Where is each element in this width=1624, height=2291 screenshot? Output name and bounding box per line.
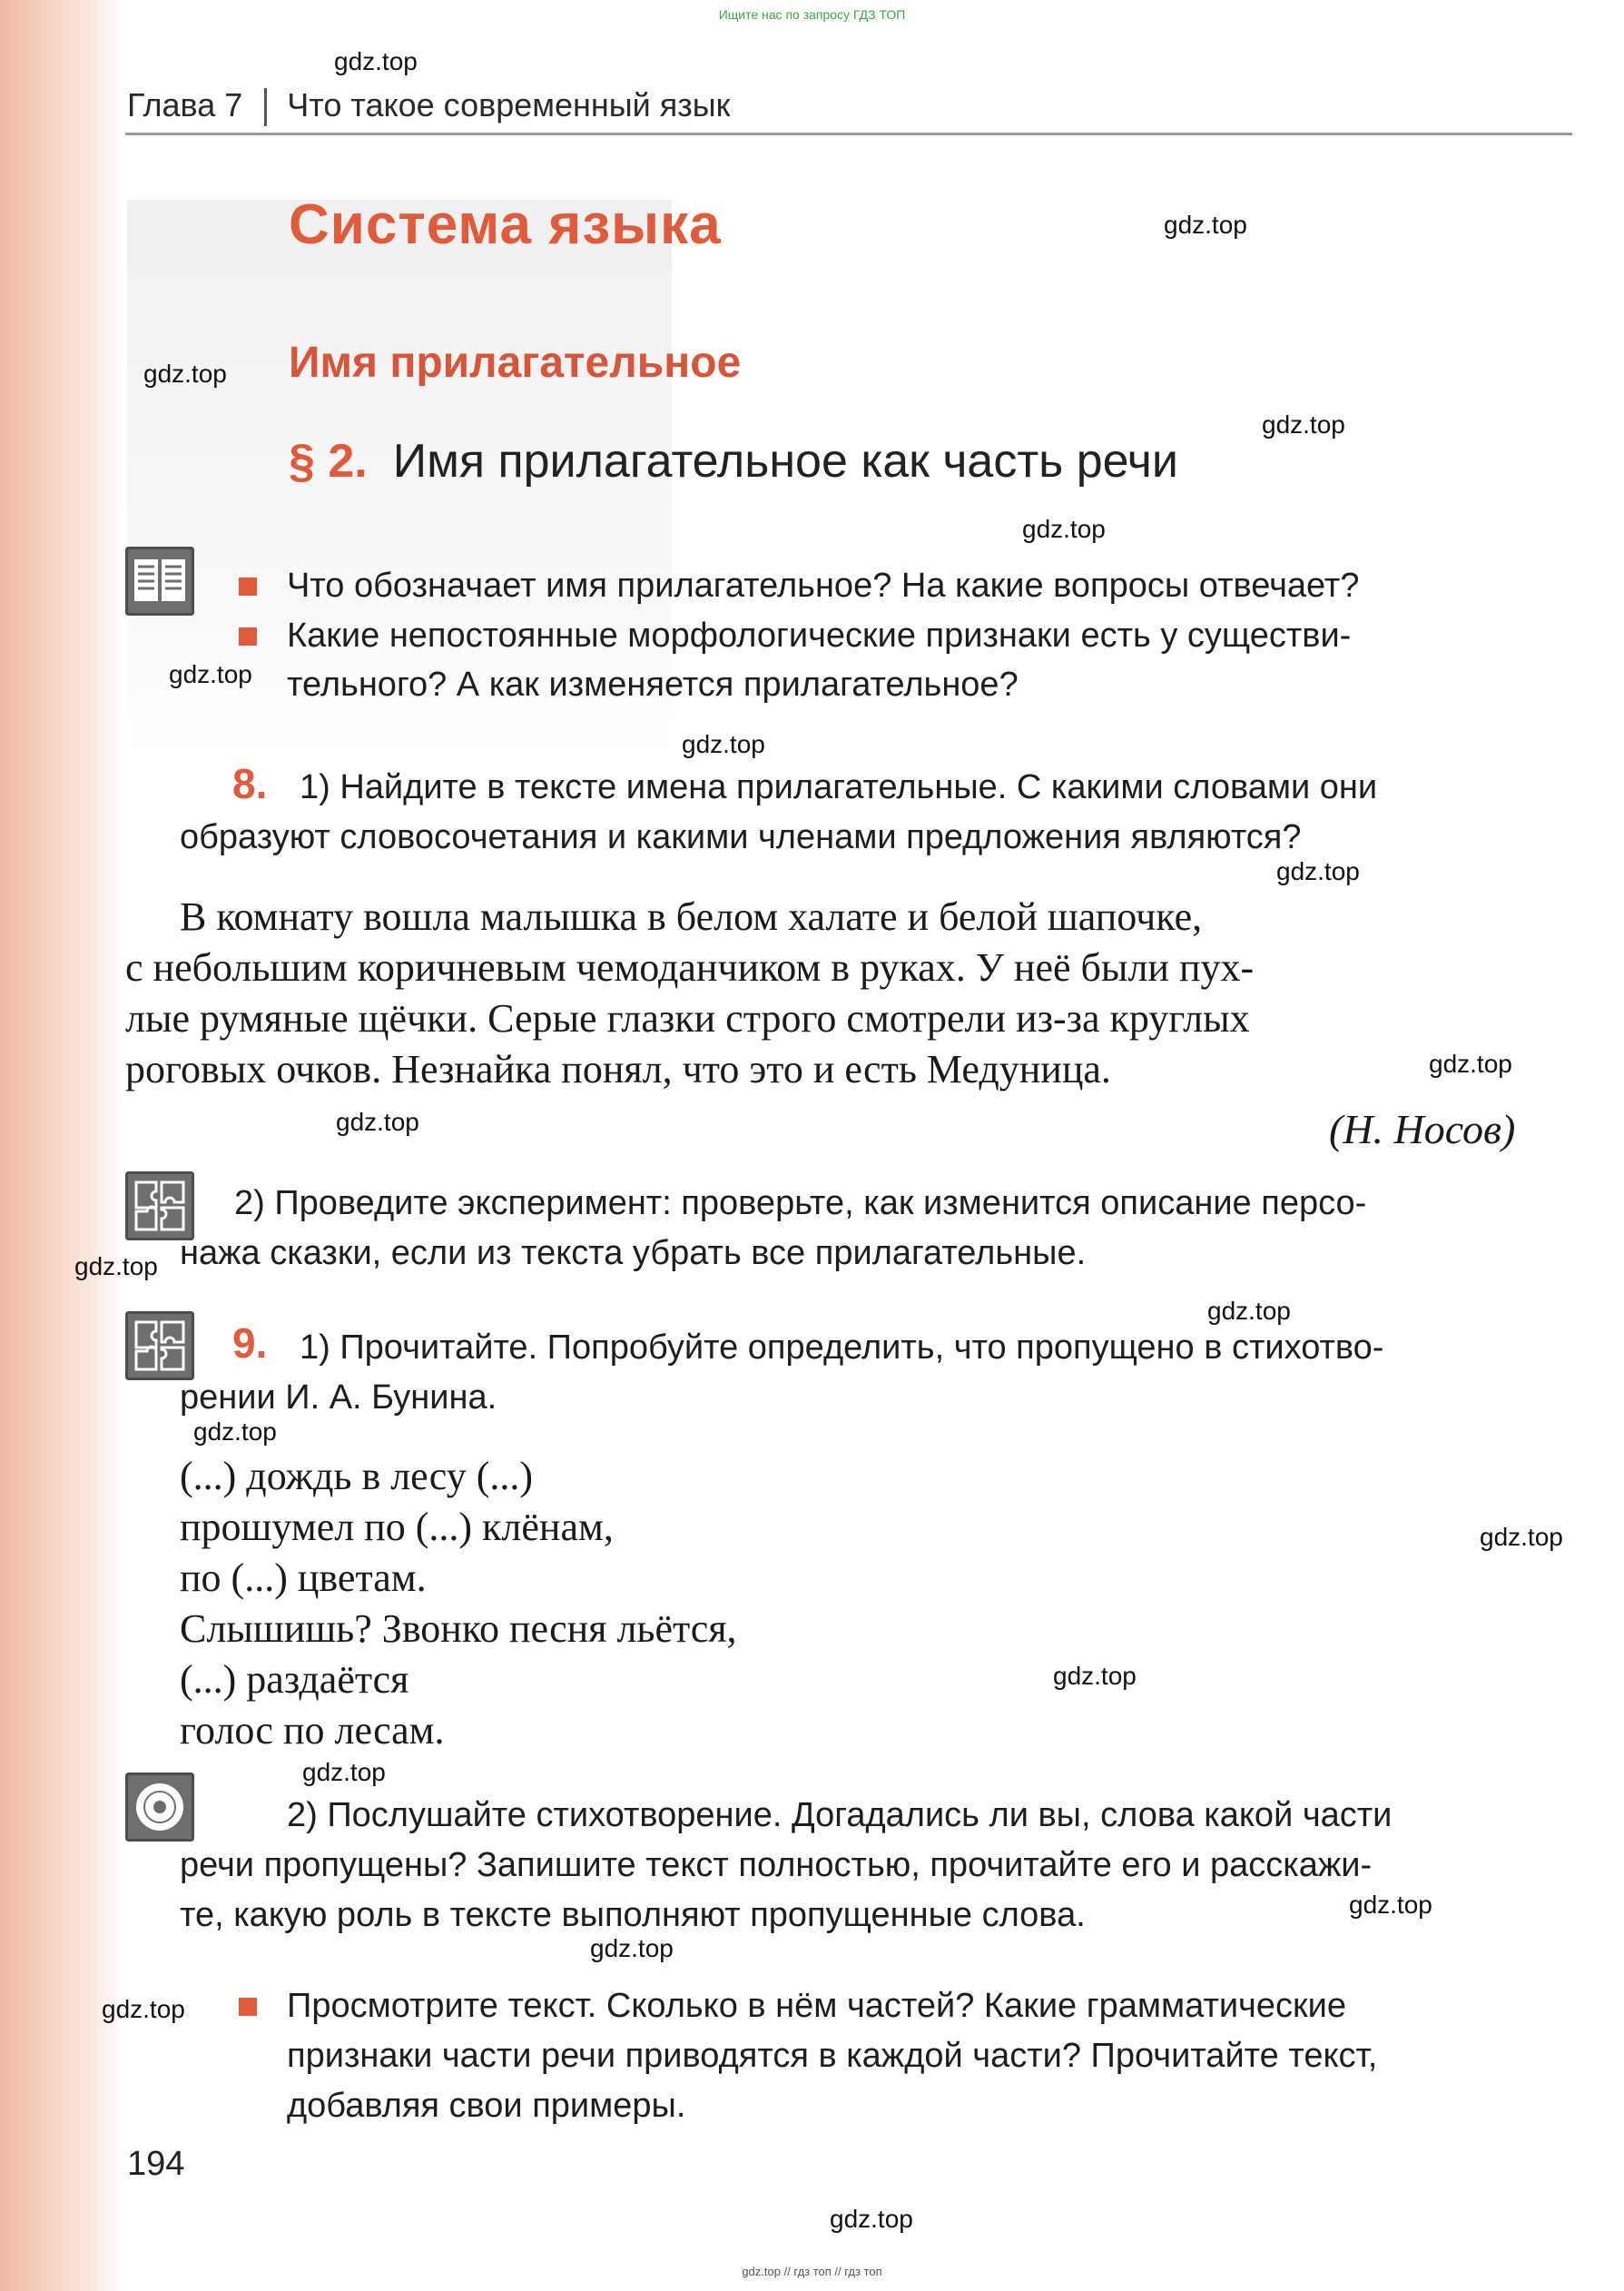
watermark: gdz.top — [1480, 1523, 1563, 1551]
poem-line: Слышишь? Звонко песня льётся, — [180, 1606, 737, 1651]
chapter-label: Глава 7 — [127, 86, 243, 123]
task-number-8: 8. — [232, 760, 268, 807]
header-rule — [125, 133, 1572, 135]
intro-question-2-line-1: Какие непостоянные морфологические признаки есть у существи- — [287, 617, 1352, 655]
task9-part2-line-1: 2) Послушайте стихотворение. Догадались ли вы, слова какой части — [287, 1796, 1393, 1834]
task9-part1-line-1: 1) Прочитайте. Попробуйте определить, что пропущено в стихотво- — [300, 1328, 1384, 1367]
task8-text-line-1: В комнату вошла малышка в белом халате и белой шапочке, — [180, 894, 1203, 939]
task8-part2-line-1: 2) Проведите эксперимент: проверьте, как изменится описание персо- — [234, 1184, 1367, 1222]
page-edge-shading — [0, 0, 123, 2291]
section-title: Система языка — [289, 193, 722, 256]
poem-line: (...) дождь в лесу (...) — [180, 1454, 534, 1498]
poem-line: прошумел по (...) клёнам, — [180, 1505, 614, 1549]
watermark: gdz.top — [74, 1252, 158, 1280]
task8-part1-line-1: 1) Найдите в тексте имена прилагательные. С какими словами они — [300, 768, 1378, 806]
watermark: gdz.top — [334, 47, 418, 75]
bullet-marker — [239, 578, 257, 596]
task8-text-line-4: роговых очков. Незнайка понял, что это и есть Медуница. — [125, 1047, 1111, 1091]
watermark: gdz.top — [336, 1108, 419, 1136]
intro-question-2-line-2: тельного? А как изменяется прилагательное? — [287, 666, 1019, 704]
watermark: gdz.top — [682, 730, 765, 758]
task9-part2-line-3: те, какую роль в тексте выполняют пропущенные слова. — [180, 1896, 1086, 1934]
page-number: 194 — [127, 2145, 185, 2183]
final-question-line-3: добавляя свои примеры. — [287, 2087, 686, 2125]
bullet-marker — [239, 1998, 257, 2016]
watermark: gdz.top — [1262, 410, 1345, 439]
watermark: gdz.top — [193, 1417, 277, 1446]
task9-part1-line-2: рении И. А. Бунина. — [180, 1378, 497, 1417]
top-notice: Ищите нас по запросу ГДЗ ТОП — [718, 7, 906, 22]
watermark: gdz.top — [1164, 211, 1247, 239]
task9-part2-line-2: речи пропущены? Запишите текст полностью, прочитайте его и расскажи- — [180, 1846, 1373, 1884]
running-header — [127, 86, 730, 126]
subsection-title: Имя прилагательное — [289, 339, 742, 387]
intro-question-1: Что обозначает имя прилагательное? На какие вопросы отвечает? — [287, 567, 1360, 605]
poem-line: по (...) цветам. — [180, 1555, 427, 1600]
task8-part2-line-2: нажа сказки, если из текста убрать все прилагательные. — [180, 1234, 1087, 1272]
paragraph-title: Имя прилагательное как часть речи — [392, 435, 1178, 488]
bullet-marker — [239, 627, 257, 646]
final-question-line-1: Просмотрите текст. Сколько в нём частей? Какие грамматические — [287, 1987, 1346, 2025]
watermark: gdz.top — [102, 1995, 185, 2023]
puzzle-icon — [125, 1311, 194, 1380]
watermark: gdz.top — [1053, 1662, 1137, 1690]
task-number-9: 9. — [232, 1319, 268, 1367]
paragraph-heading — [289, 434, 1178, 489]
watermark: gdz.top — [302, 1758, 386, 1786]
watermark: gdz.top — [590, 1934, 674, 1962]
watermark: gdz.top — [169, 660, 252, 688]
task8-part1-line-2: образуют словосочетания и какими членами предложения являются? — [180, 818, 1302, 856]
paragraph-number: § 2. — [289, 435, 368, 488]
poem-line: (...) раздаётся — [180, 1657, 409, 1702]
task8-text-line-3: лые румяные щёчки. Серые глазки строго смотрели из-за круглых — [125, 996, 1250, 1041]
watermark: gdz.top — [830, 2205, 913, 2233]
watermark: gdz.top — [1349, 1891, 1432, 1919]
watermark: gdz.top — [1022, 515, 1106, 543]
chapter-title: Что такое современный язык — [287, 86, 731, 123]
bottom-notice: gdz.top // гдз топ // гдз топ — [742, 2265, 882, 2278]
watermark: gdz.top — [1207, 1297, 1291, 1325]
watermark: gdz.top — [143, 360, 227, 388]
text-author: (Н. Носов) — [1329, 1106, 1516, 1152]
poem-line: голос по лесам. — [180, 1708, 445, 1753]
header-separator — [264, 88, 267, 126]
watermark: gdz.top — [1276, 857, 1360, 885]
task8-text-line-2: с небольшим коричневым чемоданчиком в руках. У неё были пух- — [125, 945, 1255, 990]
final-question-line-2: признаки части речи приводятся в каждой части? Прочитайте текст, — [287, 2037, 1378, 2075]
watermark: gdz.top — [1429, 1050, 1512, 1078]
audio-disc-icon — [125, 1773, 194, 1842]
book-icon — [125, 547, 194, 616]
